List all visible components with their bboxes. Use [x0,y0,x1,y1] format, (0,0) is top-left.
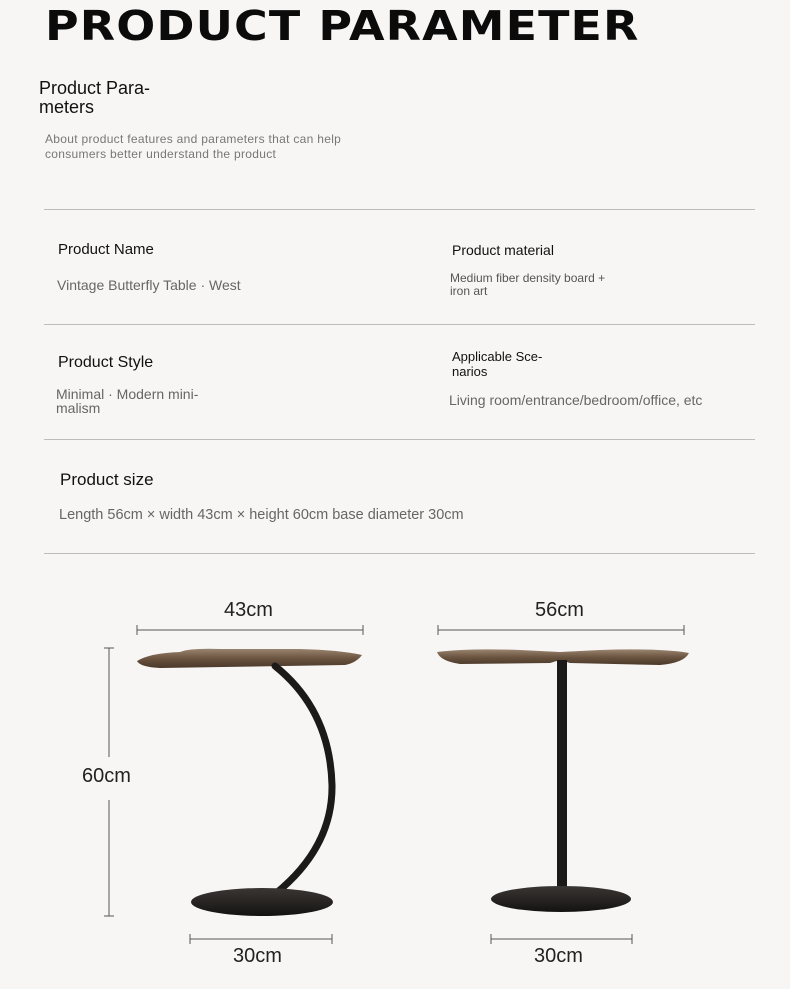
front-view-table [437,625,689,944]
style-value-line2: malism [56,400,101,416]
right-width-label: 56cm [535,599,584,621]
side-view-table [104,625,363,944]
scenarios-label-line1: Applicable Sce- [452,349,543,364]
left-width-label: 43cm [224,599,273,621]
product-name-value: Vintage Butterfly Table · West [57,277,241,293]
divider [44,324,755,325]
height-label: 60cm [82,765,131,787]
applicable-scenarios-label [452,349,542,379]
product-material-label: Product material [452,242,554,258]
product-name-label: Product Name [58,241,154,258]
divider [44,553,755,554]
product-style-value [56,387,198,415]
divider [44,439,755,440]
product-size-value: Length 56cm × width 43cm × height 60cm base diameter 30cm [59,507,464,523]
section-description [45,132,405,162]
product-material-value [450,272,605,298]
section-title-line1: Product Para- [39,78,151,98]
product-size-label: Product size [60,470,154,489]
round-base [491,886,631,912]
straight-stand [557,660,567,900]
applicable-scenarios-value: Living room/entrance/bedroom/office, etc [449,392,703,408]
divider [44,209,755,210]
material-value-line2: iron art [450,284,488,298]
description-line1: About product features and parameters that can help [45,132,342,146]
scenarios-label-line2: narios [452,364,488,379]
left-base-label: 30cm [233,945,282,967]
section-title [39,79,189,117]
product-style-label: Product Style [58,354,154,371]
style-value-line1: Minimal · Modern mini- [56,386,199,402]
curved-stand [270,666,332,898]
page-title: PRODUCT PARAMETER [45,2,640,50]
round-base [191,888,333,916]
section-title-line2: meters [39,97,95,117]
material-value-line1: Medium fiber density board + [450,271,606,285]
description-line2: consumers better understand the product [45,147,277,161]
tabletop [137,649,362,668]
right-base-label: 30cm [534,945,583,967]
